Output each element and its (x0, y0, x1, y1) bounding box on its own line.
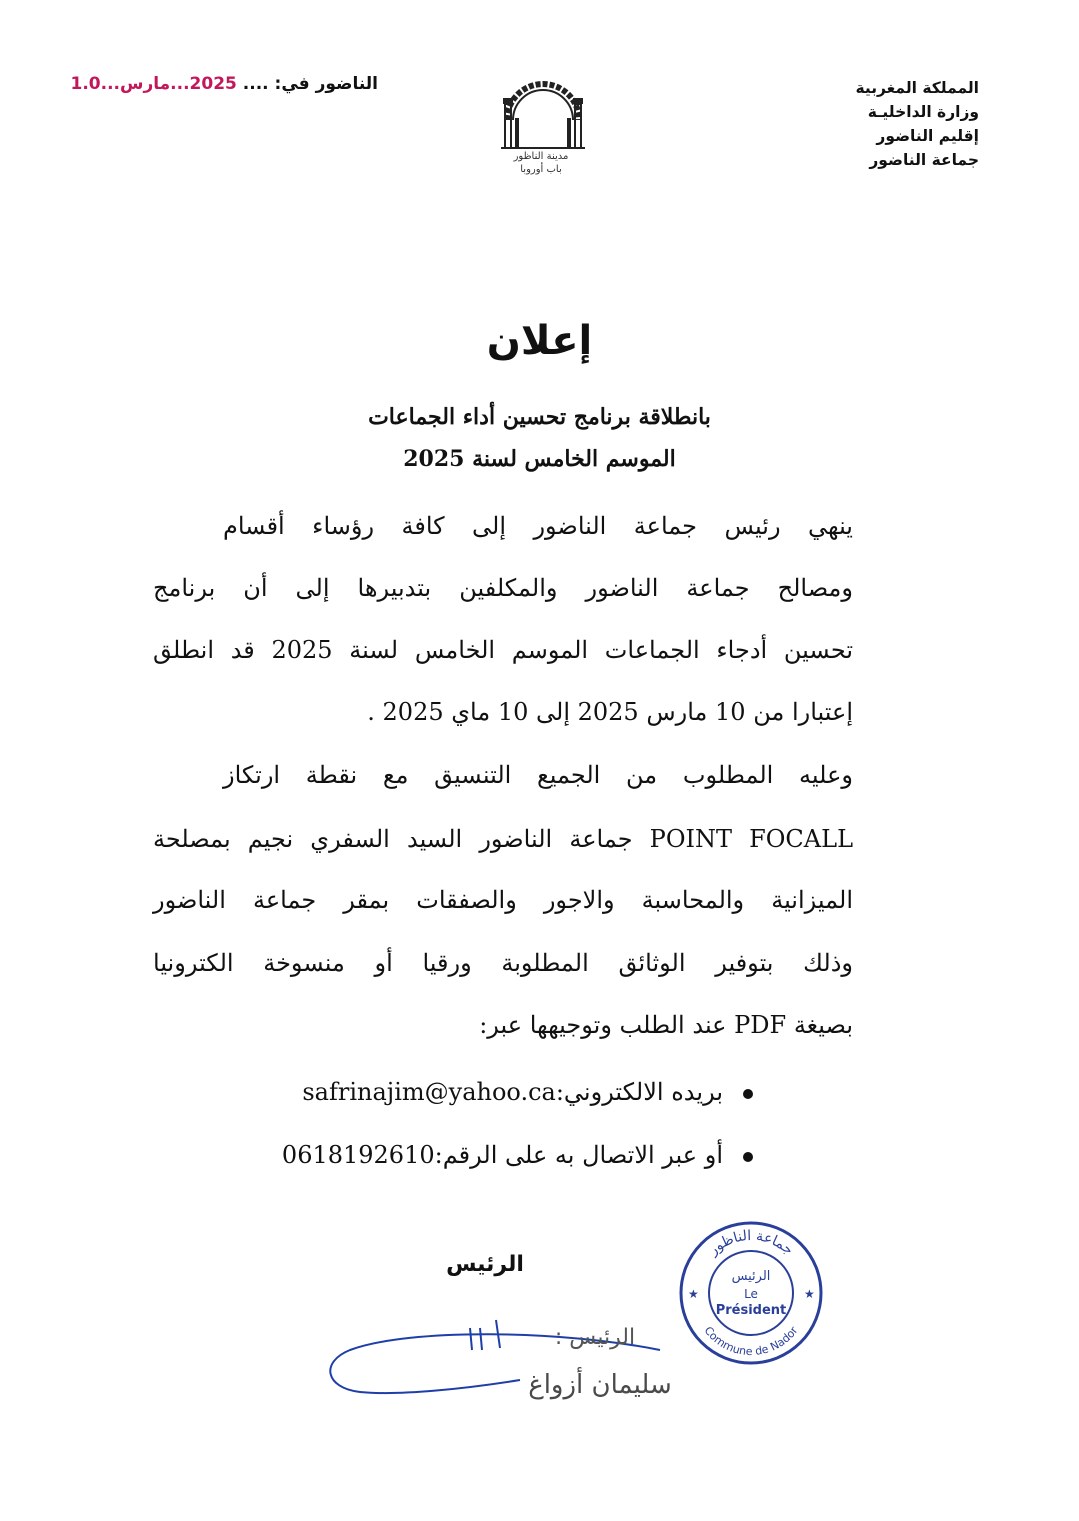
document-subtitle-2: الموسم الخامس لسنة 2025 (403, 446, 676, 472)
seal-ring-text: جماعة الناظور (705, 1227, 797, 1259)
signature-title: الرئيس (446, 1252, 524, 1277)
kingdom-line: المملكة المغربية (855, 79, 979, 97)
body-line: الميزانية والمحاسبة والاجور والصفقات بمقر جماعة الناضور (153, 886, 853, 914)
body-line: POINT FOCALL جماعة الناضور السيد السفري نجيم بمصلحة (153, 825, 854, 853)
logo-caption-gate: باب أوروبا (520, 164, 562, 175)
ministry-line: وزارة الداخليـة (867, 103, 979, 121)
body-line: ينهي رئيس جماعة الناضور إلى كافة رؤساء أقسام (223, 512, 853, 540)
seal-inner-ar: الرئيس (731, 1269, 771, 1284)
body-line: ومصالح جماعة الناضور والمكلفين بتدبيرها إلى أن برنامج (153, 574, 853, 602)
seal-bottom-text: Commune de Nador (701, 1324, 801, 1359)
date-stamp: 2025...مارس...1.0 (70, 74, 237, 94)
commune-line: جماعة الناضور (869, 151, 979, 169)
province-line: إقليم الناضور (876, 127, 979, 145)
date-line (70, 74, 378, 94)
email-text: بريده الالكتروني:safrinajim@yahoo.ca (302, 1078, 723, 1106)
logo-caption-city: مدينة الناظور (513, 151, 569, 162)
phone-text: أو عبر الاتصال به على الرقم:0618192610 (281, 1141, 723, 1169)
svg-text:★: ★ (804, 1287, 815, 1301)
bullet-dot (743, 1089, 753, 1099)
body-line: إعتبارا من 10 مارس 2025 إلى 10 ماي 2025 . (367, 698, 853, 726)
signatory-name: سليمان أزواغ (528, 1370, 672, 1400)
email-bullet (302, 1078, 753, 1106)
body-line: وذلك بتوفير الوثائق المطلوبة ورقيا أو منسوخة الكترونيا (153, 949, 853, 977)
document-subtitle-1: بانطلاقة برنامج تحسين أداء الجماعات (368, 404, 711, 430)
document-title: إعلان (486, 318, 593, 364)
handwritten-role: الرئيس : (554, 1325, 636, 1350)
official-seal (676, 1218, 826, 1368)
body-line: بصيغة PDF عند الطلب وتوجيهها عبر: (479, 1011, 853, 1039)
seal-inner-fr-2: Président (715, 1303, 787, 1318)
bullet-dot (743, 1152, 753, 1162)
phone-bullet (282, 1141, 753, 1169)
administrative-header (779, 76, 979, 172)
logo-caption (480, 150, 602, 176)
body-line: وعليه المطلوب من الجميع التنسيق مع نقطة ارتكاز (223, 761, 853, 789)
body-line: تحسين أدجاء الجماعات الموسم الخامس لسنة 2025 قد انطلق (153, 636, 853, 664)
svg-text:★: ★ (688, 1287, 699, 1301)
seal-inner-fr-1: Le (744, 1287, 758, 1301)
date-label: الناضور في: .... (242, 74, 378, 94)
